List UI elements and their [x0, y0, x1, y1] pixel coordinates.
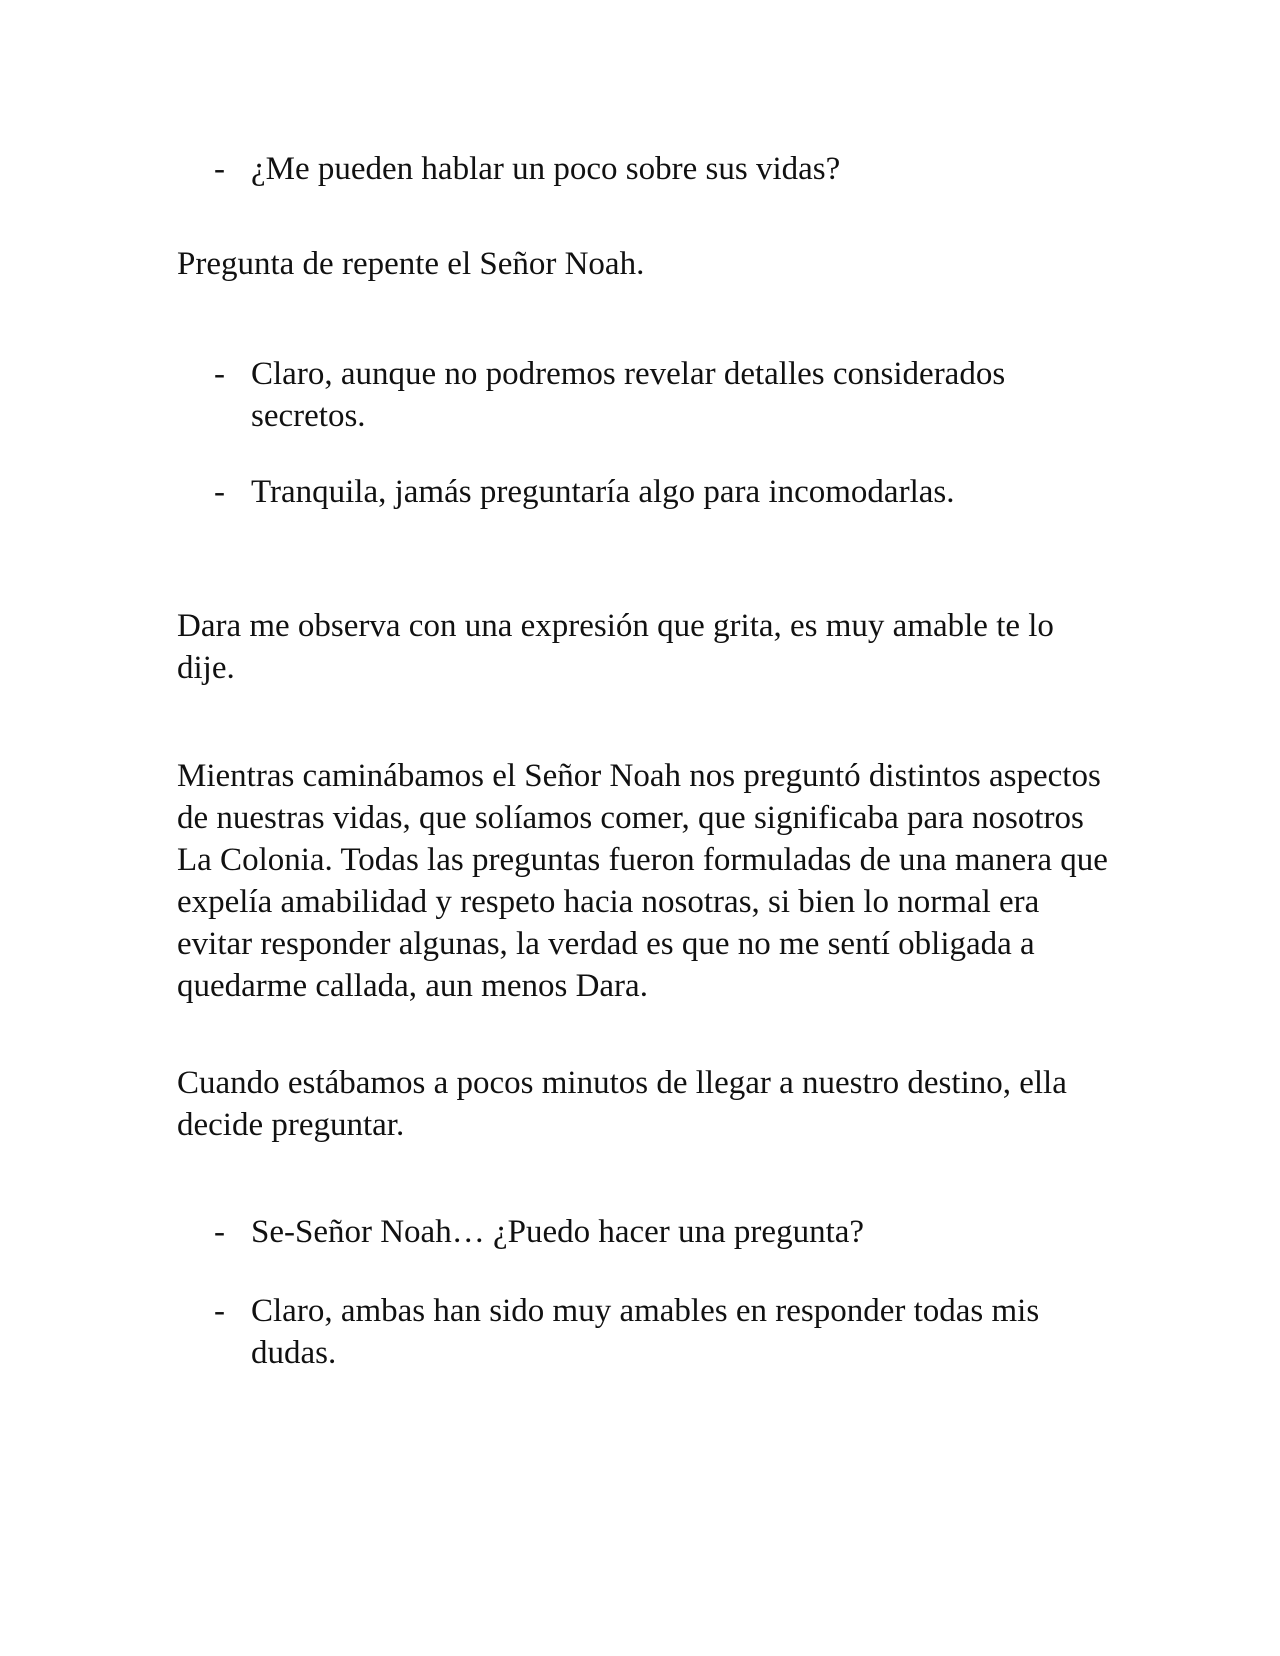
dialogue-dash: -: [214, 151, 225, 187]
dialogue-text: Tranquila, jamás preguntaría algo para incomodarlas.: [251, 474, 955, 510]
dialogue-text: ¿Me pueden hablar un poco sobre sus vidas?: [251, 151, 841, 187]
dialogue-text: Claro, aunque no podremos revelar detalles considerados secretos.: [251, 356, 1006, 434]
dialogue-dash: -: [214, 1293, 225, 1329]
dialogue-line: [177, 353, 1117, 437]
dialogue-text: Se-Señor Noah… ¿Puedo hacer una pregunta?: [251, 1214, 865, 1250]
dialogue-text: Claro, ambas han sido muy amables en responder todas mis dudas.: [251, 1293, 1040, 1371]
narrative-paragraph: Mientras caminábamos el Señor Noah nos preguntó distintos aspectos de nuestras vidas, que solíamos comer, que significaba para nosotros La Colonia. Todas las preguntas fueron formuladas de una manera que expelía amabilidad y respeto hacia nosotras, si bien lo normal era evitar responder algunas, la verdad es que no me sentí obligada a quedarme callada, aun menos Dara.: [177, 758, 1108, 1004]
dialogue-dash: -: [214, 356, 225, 392]
narrative-paragraph: Cuando estábamos a pocos minutos de llegar a nuestro destino, ella decide preguntar.: [177, 1065, 1067, 1143]
narrative-paragraph: Dara me observa con una expresión que grita, es muy amable te lo dije.: [177, 608, 1054, 686]
narrative-paragraph: Pregunta de repente el Señor Noah.: [177, 246, 645, 282]
dialogue-line: [177, 1211, 1117, 1253]
dialogue-line: [177, 148, 1117, 190]
dialogue-line: [177, 471, 1117, 513]
dialogue-line: [177, 1290, 1117, 1374]
dialogue-dash: -: [214, 474, 225, 510]
dialogue-dash: -: [214, 1214, 225, 1250]
